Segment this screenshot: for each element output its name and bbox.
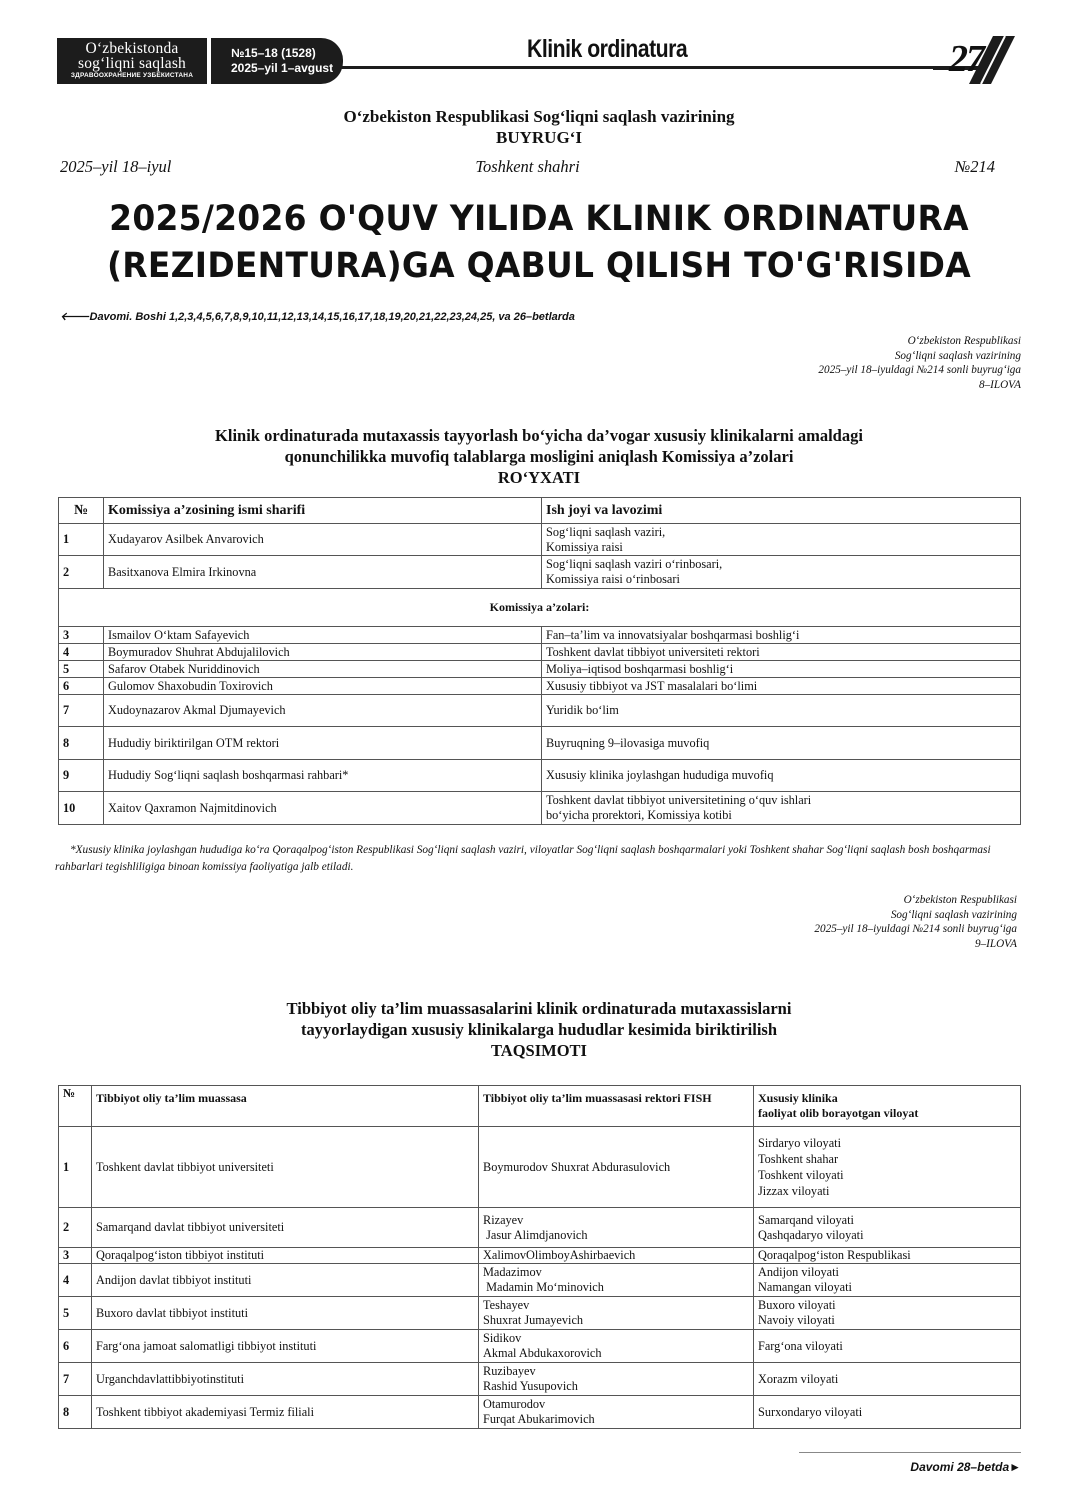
member-position: Buyruqning 9–ilovasiga muvofiq — [542, 727, 1021, 760]
annex-9-line-1: O‘zbekiston Respublikasi — [903, 894, 1017, 906]
rector-name: Boymurodov Shuxrat Abdurasulovich — [479, 1127, 754, 1208]
continuation-note: 🡐Davomi. Boshi 1,2,3,4,5,6,7,8,9,10,11,12,13,14,15,16,17,18,19,20,21,22,23,24,25, va 26–betlarda — [60, 311, 575, 323]
table-row — [59, 1208, 1021, 1248]
institution-name: Qoraqalpog‘iston tibbiyot instituti — [92, 1248, 479, 1264]
region: Jizzax viloyati — [758, 1184, 830, 1198]
rector-line: Shuxrat Jumayevich — [483, 1313, 584, 1327]
col-header-institution: Tibbiyot oliy ta’lim muassasa — [92, 1086, 479, 1127]
section-2-title — [0, 998, 1078, 1061]
rector-name — [479, 1264, 754, 1297]
row-number: 4 — [59, 644, 104, 661]
position-line: Komissiya raisi — [546, 539, 623, 554]
region: Namangan viloyati — [758, 1280, 852, 1294]
section-1-title — [0, 425, 1078, 488]
row-number: 2 — [59, 556, 104, 589]
section-2-line-3: TAQSIMOTI — [491, 1041, 587, 1060]
table-row — [59, 1127, 1021, 1208]
table-row — [59, 661, 1021, 678]
section-1-line-2: qonunchilikka muvofiq talablarga mosligini aniqlash Komissiya a’zolari — [284, 447, 794, 466]
order-meta — [60, 157, 995, 179]
member-name: Basitxanova Elmira Irkinovna — [104, 556, 542, 589]
issue-badge — [211, 38, 343, 84]
rector-line: Furqat Abukarimovich — [483, 1412, 595, 1426]
order-title — [0, 106, 1078, 148]
member-name: Ismailov O‘ktam Safayevich — [104, 627, 542, 644]
rector-line: Rashid Yusupovich — [483, 1379, 578, 1393]
members-subheader: Komissiya a’zolari: — [59, 589, 1021, 627]
annex-8-line-2: Sog‘liqni saqlash vazirining — [894, 349, 1021, 362]
row-number: 6 — [59, 1330, 92, 1363]
rector-name: XalimovOlimboyAshirbaevich — [479, 1248, 754, 1264]
rector-line: Ruzibayev — [483, 1364, 536, 1378]
table-row — [59, 556, 1021, 589]
order-number: №214 — [954, 157, 995, 176]
logo-line-1: O‘zbekistonda — [85, 40, 179, 57]
rector-name — [479, 1330, 754, 1363]
rector-line: Teshayev — [483, 1298, 530, 1312]
subheader-row — [59, 589, 1021, 627]
continued-on-next-page: Davomi 28–betda► — [799, 1452, 1021, 1474]
rector-name — [479, 1363, 754, 1396]
member-position — [542, 556, 1021, 589]
table-row — [59, 1264, 1021, 1297]
table-row — [59, 1396, 1021, 1429]
header-line: faoliyat olib borayotgan viloyat — [758, 1106, 919, 1120]
masthead — [57, 35, 1025, 84]
rector-name — [479, 1297, 754, 1330]
table-row — [59, 1297, 1021, 1330]
region: Qoraqalpog‘iston Respublikasi — [754, 1248, 1021, 1264]
region: Sirdaryo viloyati — [758, 1136, 841, 1150]
col-header-number: № — [59, 1086, 92, 1127]
annex-9-line-3: 2025–yil 18–iyuldagi №214 sonli buyrug‘iga — [814, 923, 1017, 935]
page-number: 27 — [949, 38, 983, 80]
table-row — [59, 792, 1021, 825]
region: Farg‘ona viloyati — [754, 1330, 1021, 1363]
section-2-line-1: Tibbiyot oliy ta’lim muassasalarini klinik ordinaturada mutaxassislarni — [286, 999, 792, 1018]
col-header-number: № — [59, 498, 104, 524]
region: Surxondaryo viloyati — [754, 1396, 1021, 1429]
table-header-row — [59, 1086, 1021, 1127]
col-header-region — [754, 1086, 1021, 1127]
region: Andijon viloyati — [758, 1265, 839, 1279]
table-row — [59, 678, 1021, 695]
annex-8-line-4: 8–ILOVA — [978, 378, 1021, 391]
row-number: 8 — [59, 1396, 92, 1429]
header-line: Xususiy klinika — [758, 1091, 838, 1105]
rector-line: Rizayev — [483, 1212, 524, 1227]
regions-cell — [754, 1297, 1021, 1330]
row-number: 7 — [59, 695, 104, 727]
allocation-table — [58, 1085, 1021, 1429]
order-title-line-2: BUYRUG‘I — [496, 128, 582, 147]
institution-name: Buxoro davlat tibbiyot instituti — [92, 1297, 479, 1330]
commission-table — [58, 497, 1021, 825]
logo-line-2: sog‘liqni saqlash — [77, 55, 187, 72]
institution-name: Samarqand davlat tibbiyot universiteti — [92, 1208, 479, 1248]
member-position — [542, 792, 1021, 825]
member-position: Xususiy klinika joylashgan hududiga muvofiq — [542, 760, 1021, 792]
row-number: 7 — [59, 1363, 92, 1396]
region: Toshkent viloyati — [758, 1168, 844, 1182]
institution-name: Toshkent davlat tibbiyot universiteti — [92, 1127, 479, 1208]
page-number-box — [933, 36, 1021, 84]
footnote: *Xususiy klinika joylashgan hududiga ko‘ra Qoraqalpog‘iston Respublikasi Sog‘liqni saqlash vaziri, viloyatlar Sog‘liqni saqlash boshqarmalari yoki Toshkent shahar Sog‘liqni saqlash bosh boshqarmasi rahbarlari tegishliligiga binoan komissiya faoliyatiga jalb etiladi. — [55, 844, 991, 873]
region: Navoiy viloyati — [758, 1313, 835, 1327]
annex-8-note — [818, 334, 1021, 392]
member-name: Xudoynazarov Akmal Djumayevich — [104, 695, 542, 727]
rector-line: Akmal Abdukaxorovich — [483, 1346, 602, 1360]
row-number: 4 — [59, 1264, 92, 1297]
section-title: Klinik ordinatura — [527, 35, 688, 63]
annex-9-line-4: 9–ILOVA — [974, 937, 1017, 950]
rector-name — [479, 1396, 754, 1429]
regions-cell — [754, 1208, 1021, 1248]
member-name: Boymuradov Shuhrat Abdujalilovich — [104, 644, 542, 661]
headline-line-1: 2025/2026 O'QUV YILIDA KLINIK ORDINATURA — [109, 199, 969, 239]
rector-line: Madamin Mo‘minovich — [483, 1280, 604, 1294]
row-number: 5 — [59, 661, 104, 678]
logo-line-3: ЗДРАВООХРАНЕНИЕ УЗБЕКИСТАНА — [70, 72, 194, 79]
institution-name: Andijon davlat tibbiyot instituti — [92, 1264, 479, 1297]
region: Buxoro viloyati — [758, 1298, 836, 1312]
row-number: 5 — [59, 1297, 92, 1330]
position-line: Sog‘liqni saqlash vaziri, — [546, 524, 666, 539]
row-number: 3 — [59, 627, 104, 644]
section-1-line-1: Klinik ordinaturada mutaxassis tayyorlash bo‘yicha da’vogar xususiy klinikalarni amaldagi — [215, 426, 863, 445]
row-number: 1 — [59, 1127, 92, 1208]
institution-name: Farg‘ona jamoat salomatligi tibbiyot instituti — [92, 1330, 479, 1363]
region: Toshkent shahar — [758, 1152, 839, 1166]
col-header-name: Komissiya a’zosining ismi sharifi — [104, 498, 542, 524]
annex-8-line-3: 2025–yil 18–iyuldagi №214 sonli buyrug‘iga — [818, 364, 1021, 376]
row-number: 10 — [59, 792, 104, 825]
table-row — [59, 1248, 1021, 1264]
issue-number: №15–18 (1528) — [231, 46, 316, 60]
row-number: 9 — [59, 760, 104, 792]
table-row — [59, 644, 1021, 661]
rector-line: Jasur Alimdjanovich — [483, 1227, 588, 1242]
order-title-line-1: O‘zbekiston Respublikasi Sog‘liqni saqlash vazirining — [343, 107, 735, 126]
region: Samarqand viloyati — [758, 1212, 854, 1227]
member-position: Moliya–iqtisod boshqarmasi boshlig‘i — [542, 661, 1021, 678]
annex-9-note — [814, 893, 1017, 951]
member-name: Safarov Otabek Nuriddinovich — [104, 661, 542, 678]
section-2-line-2: tayyorlaydigan xususiy klinikalarga hududlar kesimida biriktirilish — [300, 1020, 778, 1039]
annex-9-line-2: Sog‘liqni saqlash vazirining — [890, 908, 1017, 921]
table-row — [59, 1330, 1021, 1363]
regions-cell — [754, 1264, 1021, 1297]
table-row — [59, 695, 1021, 727]
region: Xorazm viloyati — [754, 1363, 1021, 1396]
table-row — [59, 760, 1021, 792]
position-line: Toshkent davlat tibbiyot universitetining o‘quv ishlari — [546, 793, 812, 807]
table-row — [59, 524, 1021, 556]
row-number: 2 — [59, 1208, 92, 1248]
newspaper-logo — [57, 38, 207, 84]
member-position: Fan–ta’lim va innovatsiyalar boshqarmasi boshlig‘i — [542, 627, 1021, 644]
row-number: 1 — [59, 524, 104, 556]
member-name: Hududiy Sog‘liqni saqlash boshqarmasi rahbari* — [104, 760, 542, 792]
col-header-rector: Tibbiyot oliy ta’lim muassasasi rektori FISH — [479, 1086, 754, 1127]
rector-line: Madazimov — [483, 1265, 542, 1279]
member-name: Xaitov Qaxramon Najmitdinovich — [104, 792, 542, 825]
headline-line-2: (REZIDENTURA)GA QABUL QILISH TO'G'RISIDA — [106, 246, 972, 286]
rector-line: Sidikov — [483, 1331, 522, 1345]
institution-name: Toshkent tibbiyot akademiyasi Termiz filiali — [92, 1396, 479, 1429]
annex-8-line-1: O‘zbekiston Respublikasi — [907, 335, 1021, 347]
position-line: bo‘yicha prorektori, Komissiya kotibi — [546, 808, 732, 822]
headline — [0, 196, 1078, 290]
member-position: Xususiy tibbiyot va JST masalalari bo‘limi — [542, 678, 1021, 695]
member-name: Gulomov Shaxobudin Toxirovich — [104, 678, 542, 695]
regions-cell — [754, 1127, 1021, 1208]
section-1-line-3: RO‘YXATI — [497, 468, 581, 487]
row-number: 8 — [59, 727, 104, 760]
issue-date: 2025–yil 1–avgust — [231, 61, 334, 75]
row-number: 3 — [59, 1248, 92, 1264]
table-header-row — [59, 498, 1021, 524]
institution-name: Urganchdavlattibbiyotinstituti — [92, 1363, 479, 1396]
row-number: 6 — [59, 678, 104, 695]
table-row — [59, 727, 1021, 760]
position-line: Komissiya raisi o‘rinbosari — [546, 572, 680, 586]
rector-line: Otamurodov — [483, 1397, 546, 1411]
member-position — [542, 524, 1021, 556]
member-name: Hududiy biriktirilgan OTM rektori — [104, 727, 542, 760]
order-date: 2025–yil 18–iyul — [60, 157, 172, 176]
member-position: Yuridik bo‘lim — [542, 695, 1021, 727]
member-position: Toshkent davlat tibbiyot universiteti rektori — [542, 644, 1021, 661]
position-line: Sog‘liqni saqlash vaziri o‘rinbosari, — [546, 557, 723, 571]
region: Qashqadaryo viloyati — [758, 1227, 864, 1242]
table-row — [59, 627, 1021, 644]
rector-name — [479, 1208, 754, 1248]
table-row — [59, 1363, 1021, 1396]
col-header-position: Ish joyi va lavozimi — [542, 498, 1021, 524]
order-city: Toshkent shahri — [475, 157, 580, 176]
member-name: Xudayarov Asilbek Anvarovich — [104, 524, 542, 556]
